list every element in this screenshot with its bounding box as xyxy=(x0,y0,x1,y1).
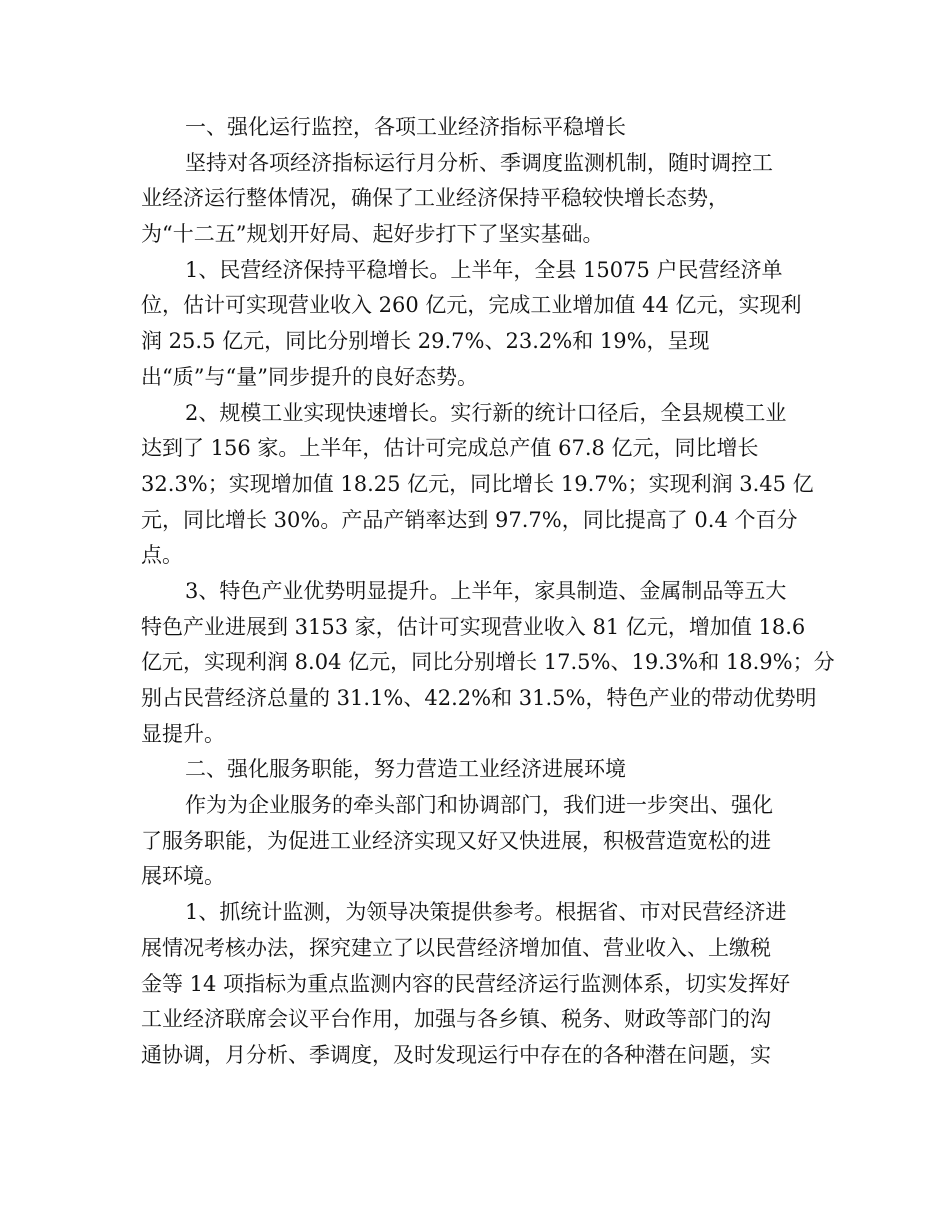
paragraph-line: 元，同比增长 30%。产品产销率达到 97.7%，同比提高了 0.4 个百分 xyxy=(141,507,798,532)
paragraph-line: 工业经济联席会议平台作用，加强与各乡镇、税务、财政等部门的沟 xyxy=(141,1007,771,1032)
paragraph-line: 了服务职能，为促进工业经济实现又好又快进展，积极营造宽松的进 xyxy=(141,828,771,853)
paragraph-line: 展环境。 xyxy=(141,864,225,889)
paragraph-line: 3、特色产业优势明显提升。上半年，家具制造、金属制品等五大 xyxy=(185,578,787,603)
paragraph-line: 32.3%；实现增加值 18.25 亿元，同比增长 19.7%；实现利润 3.45 亿 xyxy=(141,471,814,496)
paragraph-line: 别占民营经济总量的 31.1%、42.2%和 31.5%，特色产业的带动优势明 xyxy=(141,686,817,710)
paragraph-line: 1、抓统计监测，为领导决策提供参考。根据省、市对民营经济进 xyxy=(185,900,787,925)
paragraph-line: 特色产业进展到 3153 家，估计可实现营业收入 81 亿元，增加值 18.6 xyxy=(141,614,806,639)
paragraph-line: 亿元，实现利润 8.04 亿元，同比分别增长 17.5%、19.3%和 18.9%；分 xyxy=(141,650,835,675)
paragraph-line: 通协调，月分析、季调度，及时发现运行中存在的各种潜在问题，实 xyxy=(141,1042,771,1067)
paragraph-line: 1、民营经济保持平稳增长。上半年，全县 15075 户民营经济单 xyxy=(185,257,783,282)
paragraph-line: 位，估计可实现营业收入 260 亿元，完成工业增加值 44 亿元，实现利 xyxy=(141,293,802,318)
heading-1: 一、强化运行监控，各项工业经济指标平稳增长 xyxy=(185,115,626,139)
paragraph-line: 显提升。 xyxy=(141,721,225,746)
paragraph-line: 2、规模工业实现快速增长。实行新的统计口径后，全县规模工业 xyxy=(185,400,787,425)
paragraph-line: 润 25.5 亿元，同比分别增长 29.7%、23.2%和 19%，呈现 xyxy=(141,329,710,354)
document-body xyxy=(141,110,835,1074)
paragraph-line: 业经济运行整体情况，确保了工业经济保持平稳较快增长态势， xyxy=(141,186,729,211)
paragraph-line: 坚持对各项经济指标运行月分析、季调度监测机制，随时调控工 xyxy=(185,150,773,175)
paragraph-line: 作为为企业服务的牵头部门和协调部门，我们进一步突出、强化 xyxy=(185,793,773,818)
paragraph-line: 展情况考核办法，探究建立了以民营经济增加值、营业收入、上缴税 xyxy=(141,935,771,960)
paragraph-line: 点。 xyxy=(141,543,183,568)
paragraph-line: 为“十二五”规划开好局、起好步打下了坚实基础。 xyxy=(141,222,604,247)
paragraph-line: 出“质”与“量”同步提升的良好态势。 xyxy=(141,364,478,389)
paragraph-line: 达到了 156 家。上半年，估计可完成总产值 67.8 亿元，同比增长 xyxy=(141,436,759,461)
paragraph-line: 金等 14 项指标为重点监测内容的民营经济运行监测体系，切实发挥好 xyxy=(141,971,791,996)
heading-2: 二、强化服务职能，努力营造工业经济进展环境 xyxy=(185,757,626,782)
